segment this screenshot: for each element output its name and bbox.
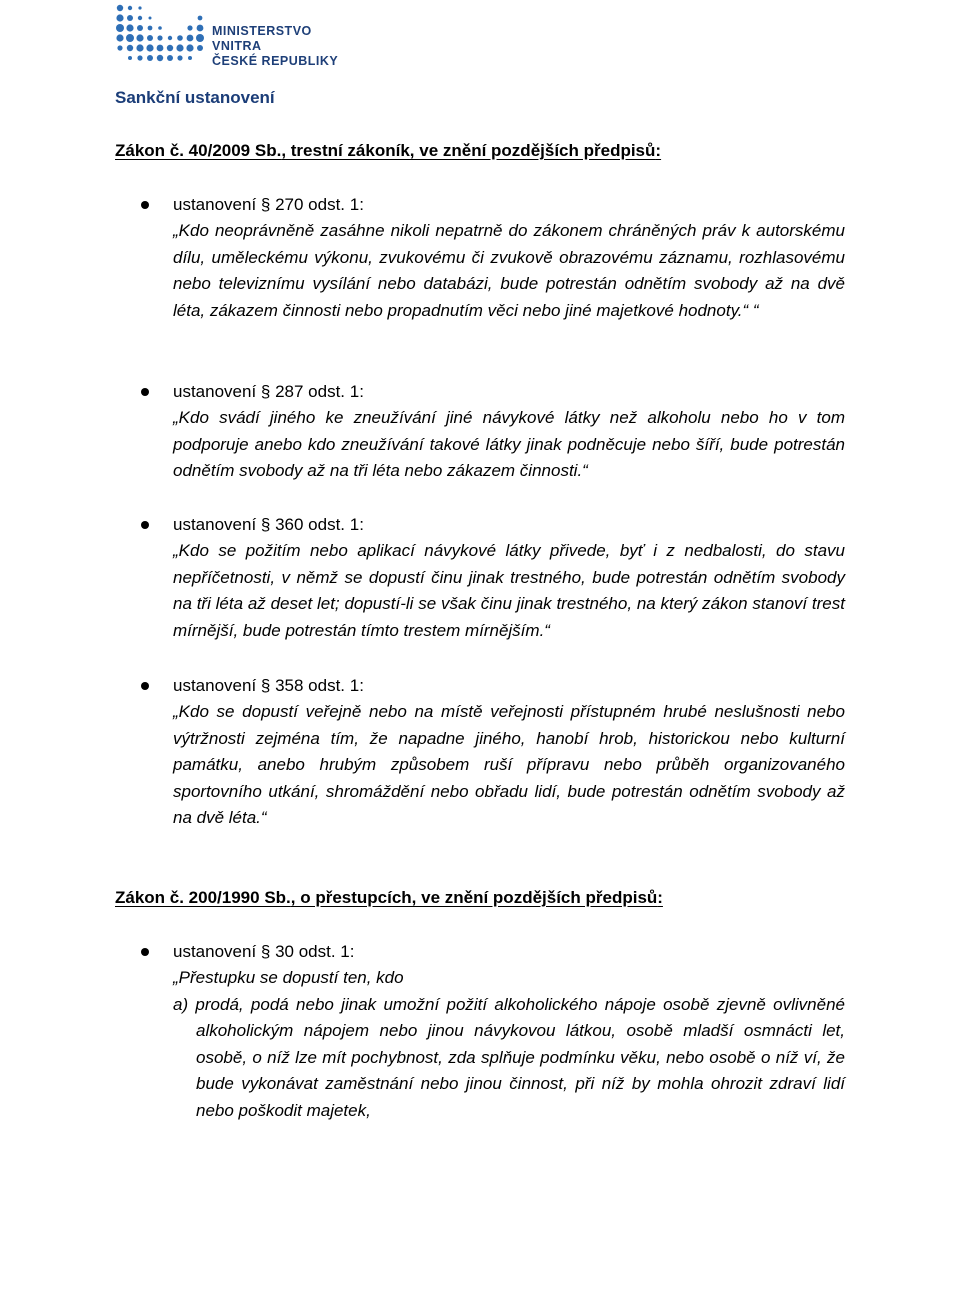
law1-title	[115, 141, 661, 161]
law1-item3-text: „Kdo se požitím nebo aplikací návykové látky přivede, byť i z nedbalosti, do stavu nepříčetnosti, v němž se dopustí činu jinak trestného, bude potrestán odnětím svobody na tři léta až deset let; dopustí-li se však činu jinak trestného, na který zákon stanoví trest mírnější, bude potrestán tímto trestem mírnějším.“	[173, 541, 845, 640]
bullet-icon	[141, 201, 149, 209]
law1-item4-text: „Kdo se dopustí veřejně nebo na místě veřejnosti přístupném hrubé neslušnosti nebo výtržnosti zejména tím, že napadne jiného, hanobí hrob, historickou nebo kulturní památku, anebo hrubým způsobem ruší přípravu nebo průběh organizovaného sportovního utkání, shromáždění nebo obřadu lidí, bude potrestán odnětím svobody až na dvě léta.“	[173, 702, 845, 828]
bullet-icon	[141, 948, 149, 956]
ministry-logo-text	[212, 24, 354, 69]
law1-item2-head: ustanovení § 287 odst. 1:	[173, 382, 364, 401]
bullet-icon	[141, 521, 149, 529]
law2-title-rest: , o přestupcích, ve znění pozdějších předpisů	[290, 888, 658, 907]
law2-item1-body	[173, 965, 845, 1125]
law1-title-colon: :	[655, 141, 662, 160]
law1-item2-text: „Kdo svádí jiného ke zneužívání jiné návykové látky než alkoholu nebo ho v tom podporuje anebo kdo zneužívání takové látky jinak podněcuje nebo šíří, bude potrestán odnětím svobody až na tři léta nebo zákazem činnosti.“	[173, 408, 845, 481]
ministry-logo-dots-icon	[114, 2, 210, 66]
law2-title-main: Zákon č. 200/1990 Sb.	[115, 888, 291, 907]
law1-item3-head: ustanovení § 360 odst. 1:	[173, 515, 364, 534]
law1-item1-head: ustanovení § 270 odst. 1:	[173, 195, 364, 214]
law1-item1-text: „Kdo neoprávněně zasáhne nikoli nepatrně do zákonem chráněných práv k autorskému dílu, uměleckému výkonu, zvukovému či zvukově obrazovému záznamu, rozhlasovému nebo televiznímu vysílání nebo databázi, bude potrestán odnětím svobody až na dvě léta, zákazem činnosti nebo propadnutím věci nebo jiné majetkové hodnoty.“ “	[173, 221, 845, 320]
law2-title-colon: :	[657, 888, 663, 907]
law2-title	[115, 888, 663, 908]
law2-item1-point-a: a) prodá, podá nebo jinak umožní požití alkoholického nápoje osobě zjevně ovlivněné alkoholickým nápojem nebo jinou návykovou látkou, osobě mladší osmnácti let, osobě, o níž lze mít pochybnost, zda splňuje podmínku věku, nebo osobě o níž ví, že bude vykonávat zaměstnání nebo jinou činnost, při níž by mohla ohrozit zdraví lidí nebo poškodit majetek,	[173, 994, 845, 1120]
ministry-logo	[114, 2, 354, 66]
law2-item1-intro: „Přestupku se dopustí ten, kdo	[173, 968, 404, 987]
law1-title-rest: , trestní zákoník, ve znění pozdějších předpisů	[281, 141, 656, 160]
bullet-icon	[141, 682, 149, 690]
law2-item1-head: ustanovení § 30 odst. 1:	[173, 942, 355, 961]
logo-line-1: MINISTERSTVO VNITRA	[212, 24, 312, 53]
law1-item4-head: ustanovení § 358 odst. 1:	[173, 676, 364, 695]
law1-title-main: Zákon č. 40/2009 Sb.	[115, 141, 282, 160]
page-heading: Sankční ustanovení	[115, 88, 275, 107]
logo-line-2: ČESKÉ REPUBLIKY	[212, 54, 339, 68]
bullet-icon	[141, 388, 149, 396]
